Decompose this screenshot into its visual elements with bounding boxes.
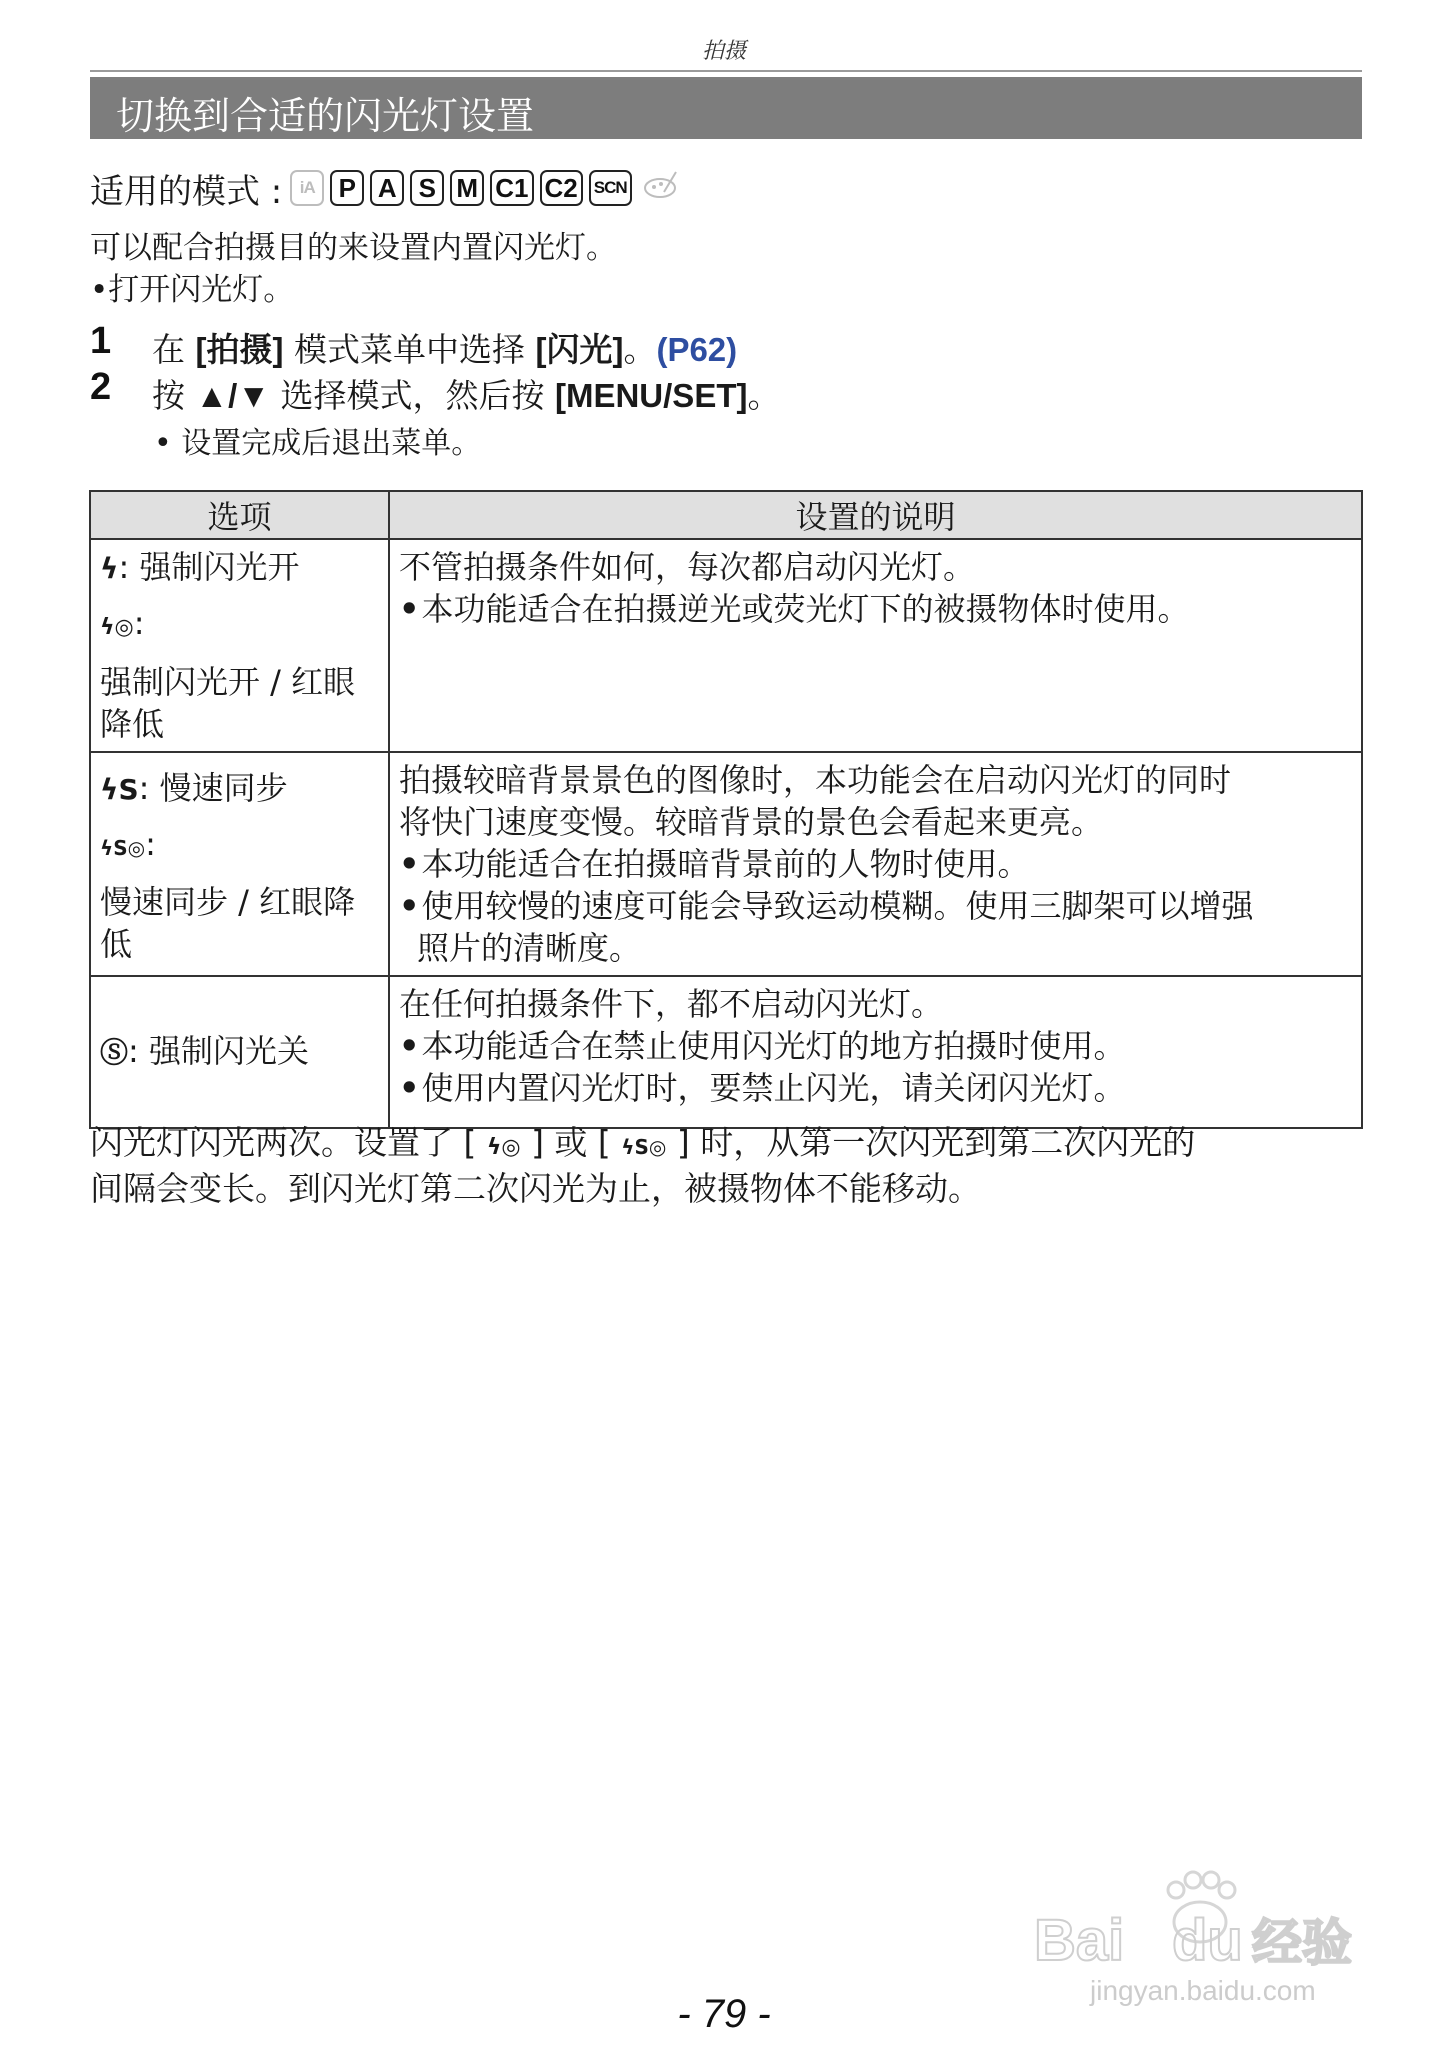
intro-text: 可以配合拍摄目的来设置内置闪光灯。 xyxy=(90,230,617,266)
forced-flash-off-icon: Ⓢ xyxy=(100,1036,129,1069)
table-row xyxy=(90,752,1362,976)
mode-s-icon: S xyxy=(410,170,444,206)
watermark-brand: Bai xyxy=(1034,1908,1125,1973)
header-description: 设置的说明 xyxy=(389,491,1362,539)
description-cell: 在任何拍摄条件下，都不启动闪光灯。 •本功能适合在禁止使用闪光灯的地方拍摄时使用。 •使用内置闪光灯时，要禁止闪光，请关闭闪光灯。 xyxy=(389,976,1362,1128)
option-cell: ϟ: 强制闪光开 ϟ◎: 强制闪光开 / 红眼 降低 xyxy=(90,539,389,752)
page-reference-link: (P62) xyxy=(656,331,738,368)
slow-sync-red-eye-icon: ϟS◎ xyxy=(621,1135,667,1159)
mode-a-icon: A xyxy=(370,170,404,206)
section-header: 拍摄 xyxy=(701,39,746,64)
header-option: 选项 xyxy=(90,491,389,539)
intro-note: •打开闪光灯。 xyxy=(90,272,295,308)
option-cell: Ⓢ: 强制闪光关 xyxy=(90,976,389,1128)
watermark-cn: 经验 xyxy=(1252,1914,1352,1972)
header-divider xyxy=(90,70,1362,72)
forced-flash-red-eye-icon: ϟ◎ xyxy=(100,615,134,640)
table-row xyxy=(90,539,1362,752)
creative-mode-icon xyxy=(642,170,678,207)
modes-label: 适用的模式 : xyxy=(90,171,283,212)
mode-ia-icon: iA xyxy=(290,170,324,206)
page-title: 切换到合适的闪光灯设置 xyxy=(116,94,535,138)
slow-sync-red-eye-icon: ϟS◎ xyxy=(100,836,146,860)
baidu-jingyan-watermark xyxy=(1030,1860,1370,2010)
mode-scn-icon: SCN xyxy=(589,170,632,206)
mode-p-icon: P xyxy=(330,170,364,206)
step-note: • 设置完成后退出菜单。 xyxy=(154,426,482,461)
slow-sync-icon: ϟS xyxy=(100,773,139,806)
step-2-text: 按 ▲/▼ 选择模式，然后按 [MENU/SET]。 xyxy=(152,376,781,415)
mode-m-icon: M xyxy=(450,170,484,206)
forced-flash-on-icon: ϟ xyxy=(100,552,119,585)
option-cell: ϟS: 慢速同步 ϟS◎: 慢速同步 / 红眼降 低 xyxy=(90,752,389,976)
table-header-row xyxy=(90,491,1362,539)
step-1-number: 1 xyxy=(90,320,112,362)
page-number: - 79 - xyxy=(677,1992,771,2036)
red-eye-flash-icon: ϟ◎ xyxy=(486,1135,521,1160)
description-cell: 拍摄较暗背景景色的图像时，本功能会在启动闪光灯的同时 将快门速度变慢。较暗背景的景色会看起来更亮。 •本功能适合在拍摄暗背景前的人物时使用。 •使用较慢的速度可能会导致运动模糊。使用三脚架可以增强 照片的清晰度。 xyxy=(389,752,1362,976)
applicable-modes xyxy=(90,166,678,210)
flash-settings-table xyxy=(89,490,1363,1129)
watermark-url: jingyan.baidu.com xyxy=(1090,1975,1316,2006)
mode-c1-icon: C1 xyxy=(490,170,533,206)
description-cell: 不管拍摄条件如何，每次都启动闪光灯。 •本功能适合在拍摄逆光或荧光灯下的被摄物体时使用。 xyxy=(389,539,1362,752)
table-row xyxy=(90,976,1362,1128)
step-2-number: 2 xyxy=(90,366,112,408)
watermark-brand-du: du xyxy=(1172,1908,1243,1973)
mode-c2-icon: C2 xyxy=(540,170,583,206)
footer-note-line-1: 闪光灯闪光两次。设置了 [ ϟ◎ ] 或 [ ϟS◎ ] 时，从第一次闪光到第二次闪光的 xyxy=(90,1123,1196,1162)
step-1-text: 在 [拍摄] 模式菜单中选择 [闪光]。(P62) xyxy=(152,330,738,369)
title-bar xyxy=(90,77,1362,139)
footer-note-line-2: 间隔会变长。到闪光灯第二次闪光为止，被摄物体不能移动。 xyxy=(90,1169,981,1208)
